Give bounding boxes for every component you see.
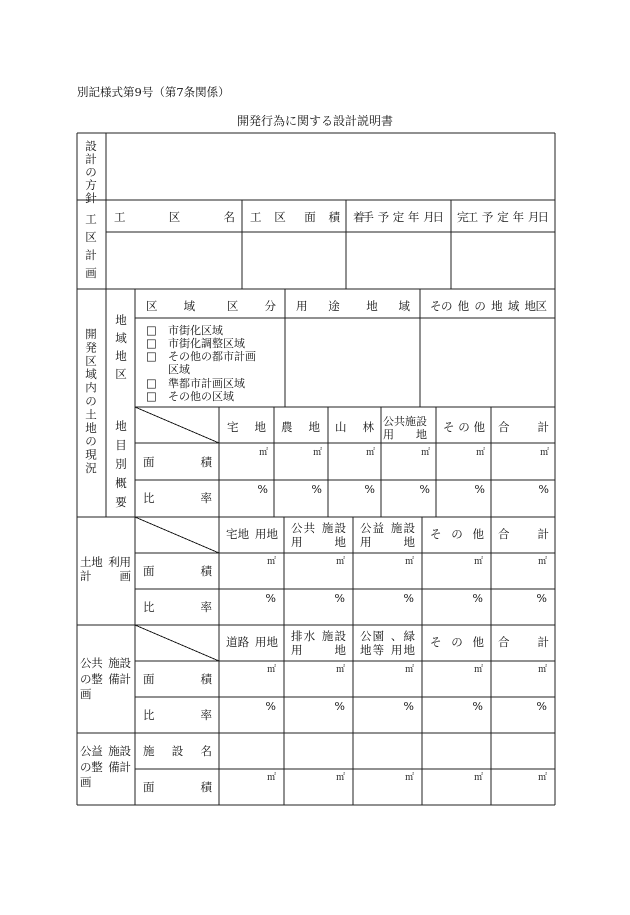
char: 他 (457, 299, 470, 313)
header-work-zone-name (114, 210, 235, 224)
area-unit: ㎡ (420, 448, 430, 458)
char: 設 (119, 744, 131, 758)
char: 地 (524, 299, 537, 313)
char: 整 (91, 672, 103, 686)
label-public-benefit-c: 画 (80, 775, 92, 789)
char: 園 (372, 629, 385, 643)
zone-option-4: 準都市計画区域 (168, 377, 245, 390)
char: 設 (334, 521, 346, 535)
area-unit: ㎡ (475, 448, 485, 458)
area-unit: ㎡ (473, 557, 483, 567)
vertical-char: 針 (85, 191, 97, 205)
char: 公 (360, 629, 372, 643)
checkbox-4: □ (146, 376, 157, 390)
area-unit: ㎡ (335, 557, 345, 567)
char: 計 (537, 420, 549, 434)
public-facility-row-area (143, 672, 214, 686)
char: の (451, 527, 463, 541)
checkbox-5: □ (146, 389, 157, 403)
char: 面 (143, 564, 155, 578)
char: 積 (200, 780, 212, 794)
percent-unit: % (536, 592, 547, 605)
char: 面 (143, 780, 155, 794)
vertical-char: 設 (85, 139, 97, 153)
char: 完 (457, 210, 469, 224)
char: 施 (143, 744, 155, 758)
char: 益 (91, 744, 103, 758)
char: 用 (390, 643, 403, 657)
row-label-area (143, 455, 214, 469)
char: 月 (423, 210, 435, 224)
char: 工 (466, 210, 479, 224)
benefit-row-area (143, 780, 214, 794)
char: 月 (527, 210, 540, 224)
header-work-zone-area (250, 210, 342, 224)
percent-unit: % (419, 483, 430, 496)
char: 等 (372, 643, 385, 657)
char: 公 (360, 521, 372, 535)
percent-unit: % (334, 700, 345, 713)
area-unit: ㎡ (404, 557, 414, 567)
char: 地 (334, 643, 346, 657)
area-unit: ㎡ (404, 665, 414, 675)
char: 施 (108, 744, 120, 758)
char: 定 (497, 210, 509, 224)
vertical-char: 況 (85, 461, 97, 475)
char: 水 (303, 629, 316, 643)
percent-unit: % (265, 700, 276, 713)
char: 地 (366, 299, 378, 313)
char: 日 (537, 210, 549, 224)
vertical-char: 要 (115, 495, 127, 509)
area-unit: ㎡ (266, 773, 276, 783)
vertical-char: 計 (85, 248, 97, 262)
char: 域 (507, 299, 520, 313)
col-residential (227, 420, 267, 434)
vertical-char: 区 (85, 353, 97, 368)
row-label-ratio (143, 491, 213, 505)
label-public-facility-b (80, 672, 131, 686)
char: 比 (143, 491, 155, 505)
char: の (451, 635, 463, 649)
percent-unit: % (334, 592, 345, 605)
zone-option-1: 市街化調整区域 (168, 337, 245, 350)
header-other-districts (430, 299, 547, 313)
char: 排 (291, 629, 303, 643)
char: 他 (473, 420, 485, 434)
char: 合 (498, 527, 510, 541)
col-total (498, 420, 549, 434)
col-public-facility: 公共施設 (383, 415, 427, 428)
area-unit: ㎡ (365, 448, 375, 458)
char: の (458, 420, 470, 434)
char: 画 (119, 569, 131, 583)
percent-unit: % (311, 483, 322, 496)
percent-unit: % (536, 700, 547, 713)
area-unit: ㎡ (537, 773, 547, 783)
char: 積 (200, 564, 212, 578)
col-farmland (281, 420, 321, 434)
char: の (474, 299, 486, 313)
char: 緑 (403, 629, 415, 643)
char: 土 (80, 555, 92, 569)
char: の (80, 672, 92, 686)
char: 分 (264, 299, 276, 313)
area-unit: ㎡ (473, 773, 483, 783)
public-facility-row-ratio (143, 708, 213, 722)
char: 共 (303, 521, 316, 535)
label-work-zone-plan (85, 212, 97, 280)
area-unit: ㎡ (266, 557, 276, 567)
col-public-facility-land: 用 地 (383, 428, 427, 441)
vertical-char: 地 (115, 313, 127, 327)
header-start-date (353, 210, 444, 224)
percent-unit: % (265, 592, 276, 605)
area-unit: ㎡ (537, 557, 547, 567)
char: 宅 (227, 420, 239, 434)
label-current-land (85, 327, 97, 475)
char: 施 (390, 521, 403, 535)
vertical-char: 地 (115, 349, 127, 363)
char: 用 (360, 535, 372, 549)
char: 合 (498, 635, 510, 649)
char: 積 (200, 672, 212, 686)
char: 設 (119, 656, 131, 670)
char: 設 (403, 521, 415, 535)
diagonal (135, 407, 219, 443)
land-use-diagonal (135, 517, 219, 553)
checkbox-2: □ (146, 349, 157, 363)
char: 計 (537, 527, 549, 541)
public-facility-col-0 (226, 635, 279, 649)
char: そ (430, 635, 442, 649)
percent-unit: % (364, 483, 375, 496)
char: 計 (119, 760, 131, 774)
vertical-char: 区 (85, 230, 97, 244)
label-land-use-plan-a (80, 555, 131, 569)
area-unit: ㎡ (537, 665, 547, 675)
char: 公 (80, 656, 92, 670)
char: 年 (512, 210, 525, 224)
zone-option-0: 市街化区域 (168, 324, 223, 337)
char: 地 (334, 535, 346, 549)
char: 山 (335, 420, 347, 434)
checkbox-1: □ (146, 336, 157, 350)
char: 率 (200, 600, 212, 614)
char: 地 (491, 299, 503, 313)
land-use-col-1a (291, 521, 347, 535)
char: 着 (353, 210, 365, 224)
char: 公 (80, 744, 92, 758)
char: 比 (143, 600, 155, 614)
zone-option-2: その他の都市計画 (168, 350, 256, 363)
char: 設 (171, 744, 184, 758)
char: 地 (237, 527, 250, 541)
vertical-char: の (85, 165, 97, 179)
header-zone-division (146, 299, 277, 313)
char: 区 (168, 210, 181, 224)
label-regional-zone (115, 313, 127, 381)
char: 用 (254, 527, 267, 541)
char: 地 (266, 527, 278, 541)
char: 備 (108, 760, 120, 774)
char: 積 (328, 210, 340, 224)
header-end-date (457, 210, 549, 224)
char: 路 (237, 635, 250, 649)
label-land-use-plan-b (80, 569, 132, 583)
benefit-row-name (143, 744, 212, 758)
char: 地 (403, 643, 415, 657)
area-unit: ㎡ (539, 448, 549, 458)
char: 予 (377, 210, 390, 224)
vertical-char: 現 (85, 447, 97, 462)
area-unit: ㎡ (473, 665, 483, 675)
char: そ (430, 299, 442, 313)
area-unit: ㎡ (312, 448, 322, 458)
vertical-char: 目 (115, 438, 127, 452)
char: 公 (291, 521, 303, 535)
label-public-facility-c: 画 (80, 687, 92, 701)
vertical-char: 別 (115, 457, 127, 471)
char: 合 (498, 420, 510, 434)
vertical-char: 域 (85, 367, 97, 382)
char: 施 (321, 521, 334, 535)
checkbox-0: □ (146, 323, 157, 337)
char: 域 (398, 299, 410, 313)
label-design-policy (85, 139, 97, 205)
header-use-district (296, 299, 411, 313)
label-public-benefit-b (80, 760, 131, 774)
percent-unit: % (403, 700, 414, 713)
percent-unit: % (474, 483, 485, 496)
char: 計 (119, 672, 131, 686)
char: 比 (143, 708, 155, 722)
char: 域 (183, 299, 196, 313)
char: 施 (321, 629, 334, 643)
char: 道 (226, 635, 238, 649)
char: 他 (472, 527, 484, 541)
vertical-char: 内 (85, 380, 97, 395)
vertical-char: 域 (115, 331, 127, 345)
char: の (80, 760, 92, 774)
land-use-row-area (143, 564, 214, 578)
vertical-char: 地 (85, 420, 97, 435)
char: 面 (143, 455, 155, 469)
area-unit: ㎡ (335, 665, 345, 675)
char: 工 (250, 210, 262, 224)
char: 手 (362, 210, 374, 224)
char: 区 (146, 299, 158, 313)
char: 、 (390, 629, 403, 643)
vertical-char: 開 (85, 327, 97, 341)
char: 区 (274, 210, 286, 224)
char: 用 (119, 555, 131, 569)
percent-unit: % (472, 592, 483, 605)
label-land-category (115, 419, 127, 509)
land-use-col-1b (291, 535, 347, 549)
char: 率 (200, 491, 212, 505)
public-facility-col-1a (291, 629, 347, 643)
area-unit: ㎡ (258, 448, 268, 458)
char: 宅 (226, 527, 238, 541)
char: 計 (80, 569, 92, 583)
char: 用 (254, 635, 267, 649)
char: 日 (432, 210, 444, 224)
char: の (440, 299, 453, 313)
char: 名 (200, 744, 212, 758)
vertical-char: 区 (115, 367, 127, 381)
char: 面 (143, 672, 155, 686)
vertical-char: 土 (85, 407, 97, 422)
char: そ (443, 420, 455, 434)
percent-unit: % (472, 700, 483, 713)
public-facility-diagonal (135, 625, 219, 661)
char: 区 (226, 299, 239, 313)
char: 地 (403, 535, 415, 549)
char: 益 (372, 521, 385, 535)
area-unit: ㎡ (266, 665, 276, 675)
char: 共 (91, 656, 103, 670)
vertical-char: 概 (115, 476, 127, 490)
percent-unit: % (403, 592, 414, 605)
char: 備 (108, 672, 120, 686)
char: 用 (296, 299, 308, 313)
document-title: 開発行為に関する設計説明書 (236, 114, 393, 128)
char: 定 (392, 210, 405, 224)
land-use-col-3 (430, 527, 485, 541)
vertical-char: 地 (115, 419, 127, 433)
public-facility-col-2a (360, 629, 416, 643)
char: 区 (535, 299, 547, 313)
zone-option-5: その他の区域 (168, 390, 234, 403)
public-facility-col-3 (430, 635, 485, 649)
land-use-col-2b (360, 535, 416, 549)
char: 積 (200, 455, 212, 469)
char: 年 (407, 210, 420, 224)
char: 整 (91, 760, 103, 774)
area-unit: ㎡ (404, 773, 414, 783)
percent-unit: % (538, 483, 549, 496)
char: 林 (362, 420, 374, 434)
char: 農 (281, 420, 293, 434)
char: 工 (114, 210, 126, 224)
char: 予 (481, 210, 494, 224)
char: 地 (360, 643, 372, 657)
vertical-char: 画 (85, 266, 97, 280)
label-public-facility-a (80, 656, 132, 670)
col-forest (335, 420, 375, 434)
public-facility-col-4 (498, 635, 549, 649)
percent-unit: % (257, 483, 268, 496)
char: 用 (291, 535, 303, 549)
char: 用 (291, 643, 303, 657)
vertical-char: の (85, 394, 97, 408)
char: 施 (108, 656, 120, 670)
char: 途 (328, 299, 340, 313)
char: 地 (91, 555, 103, 569)
char: 計 (537, 635, 549, 649)
char: 地 (254, 420, 266, 434)
char: 利 (108, 555, 120, 569)
char: 地 (308, 420, 320, 434)
public-facility-col-2b (360, 643, 416, 657)
land-use-col-4 (498, 527, 549, 541)
land-use-col-0 (226, 527, 279, 541)
char: そ (430, 527, 442, 541)
char: 設 (334, 629, 346, 643)
zone-option-3: 区域 (168, 363, 190, 376)
col-other (443, 420, 486, 434)
vertical-char: 計 (85, 152, 97, 166)
public-facility-col-1b (291, 643, 347, 657)
form-number: 別記様式第9号（第7条関係） (77, 85, 230, 99)
vertical-char: 工 (85, 212, 97, 226)
vertical-char: 方 (85, 178, 97, 192)
char: 率 (200, 708, 212, 722)
area-unit: ㎡ (335, 773, 345, 783)
land-use-col-2a (360, 521, 416, 535)
land-use-row-ratio (143, 600, 213, 614)
label-public-benefit-a (80, 744, 132, 758)
vertical-char: 発 (85, 340, 97, 355)
char: 面 (304, 210, 316, 224)
char: 名 (223, 210, 235, 224)
char: 他 (472, 635, 484, 649)
vertical-char: の (85, 434, 97, 449)
char: 地 (266, 635, 278, 649)
